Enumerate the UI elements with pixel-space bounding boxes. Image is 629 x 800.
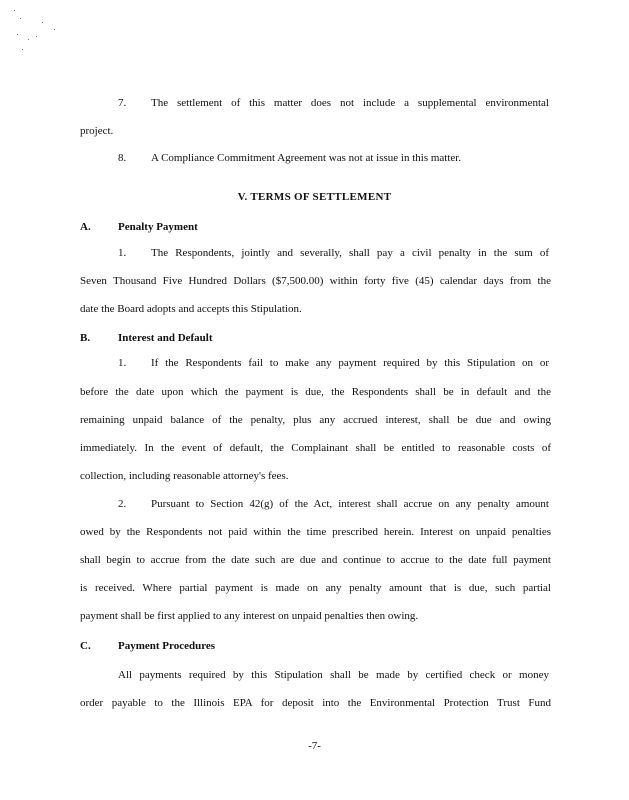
section-a-p1-line-3: date the Board adopts and accepts this Stipulation. bbox=[80, 303, 302, 315]
section-b-p1-line-3: remaining unpaid balance of the penalty, plus any accrued interest, shall be due and owing bbox=[80, 414, 551, 426]
paragraph-7-line-2: project. bbox=[80, 125, 114, 137]
section-b-title: Interest and Default bbox=[118, 332, 213, 344]
section-b-p1-line-2: before the date upon which the payment is due, the Respondents shall be in default and the bbox=[80, 386, 551, 398]
section-a-p1-line-2: Seven Thousand Five Hundred Dollars ($7,500.00) within forty five (45) calendar days from the bbox=[80, 275, 551, 287]
section-b-p2-line-5: payment shall be first applied to any interest on unpaid penalties then owing. bbox=[80, 610, 419, 622]
section-b-p1-line-1: If the Respondents fail to make any payment required by this Stipulation on or bbox=[151, 357, 549, 369]
section-a-p1-number: 1. bbox=[118, 247, 127, 259]
paragraph-8-text: A Compliance Commitment Agreement was not at issue in this matter. bbox=[151, 152, 462, 164]
scan-specks bbox=[6, 8, 66, 68]
section-b-letter: B. bbox=[80, 332, 91, 344]
section-b-p1-number: 1. bbox=[118, 357, 127, 369]
section-a-p1-line-1: The Respondents, jointly and severally, shall pay a civil penalty in the sum of bbox=[151, 247, 549, 259]
section-b-p2-line-4: is received. Where partial payment is made on any penalty amount that is due, such partial bbox=[80, 582, 551, 594]
section-a-title: Penalty Payment bbox=[118, 221, 198, 233]
paragraph-7-number: 7. bbox=[118, 97, 127, 109]
section-c-p1-line-1: All payments required by this Stipulation shall be made by certified check or money bbox=[118, 669, 549, 681]
section-c-p1-line-2: order payable to the Illinois EPA for deposit into the Environmental Protection Trust Fund bbox=[80, 697, 551, 709]
section-b-p2-number: 2. bbox=[118, 498, 127, 510]
section-b-p1-line-4: immediately. In the event of default, the Complainant shall be entitled to reasonable costs of bbox=[80, 442, 551, 454]
page-number: -7- bbox=[308, 740, 321, 752]
section-a-letter: A. bbox=[80, 221, 91, 233]
section-b-p2-line-3: shall begin to accrue from the date such are due and continue to accrue to the date full payment bbox=[80, 554, 551, 566]
section-c-title: Payment Procedures bbox=[118, 640, 216, 652]
section-c-letter: C. bbox=[80, 640, 91, 652]
section-b-p2-line-2: owed by the Respondents not paid within the time prescribed herein. Interest on unpaid penalties bbox=[80, 526, 551, 538]
paragraph-7-line-1: The settlement of this matter does not include a supplemental environmental bbox=[151, 97, 549, 109]
paragraph-8-number: 8. bbox=[118, 152, 127, 164]
section-b-p1-line-5: collection, including reasonable attorney's fees. bbox=[80, 470, 289, 482]
section-b-p2-line-1: Pursuant to Section 42(g) of the Act, interest shall accrue on any penalty amount bbox=[151, 498, 549, 510]
section-v-heading: V. TERMS OF SETTLEMENT bbox=[237, 191, 392, 203]
